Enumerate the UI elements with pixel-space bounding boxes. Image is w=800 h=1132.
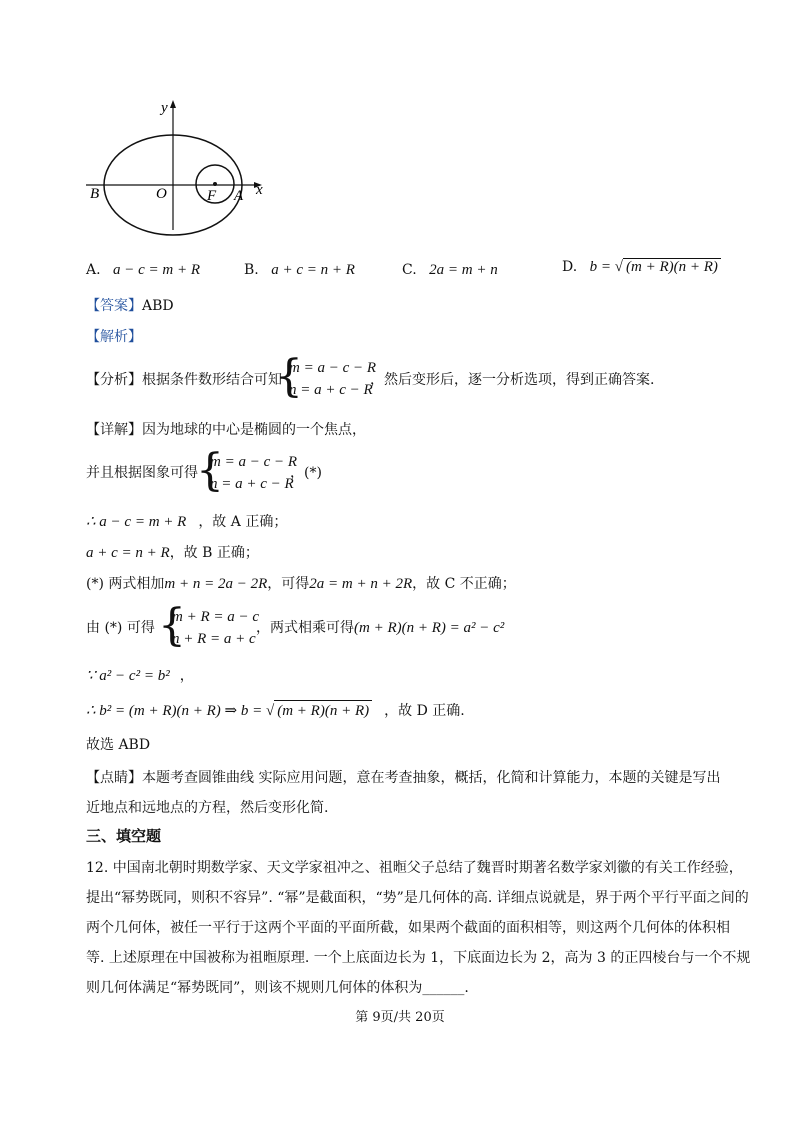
step3-line <box>86 543 259 563</box>
label-A: A <box>234 188 244 204</box>
step7-radicand: (m + R)(n + R) <box>274 700 372 721</box>
option-d: D. b = √ (m + R)(n + R) <box>562 258 721 276</box>
step4-expr1: m + n = 2a − 2R <box>164 576 268 592</box>
step5-eq1: m + R = a − c <box>172 609 260 625</box>
step5-before: 由 (*) 可得 <box>86 620 155 636</box>
option-a-expr: a − c = m + R <box>113 262 201 278</box>
step2-expr: ∴ a − c = m + R <box>86 514 187 530</box>
option-c: C. 2a = m + n <box>402 262 498 278</box>
xiangjie-text: 因为地球的中心是椭圆的一个焦点， <box>142 422 366 438</box>
option-d-lhs: b = <box>589 259 615 275</box>
q12-line2: 提出“幂势既同，则积不容异”. “幂”是截面积，“势”是几何体的高. 详细点说就是，界于两个平行平面之间的 <box>86 890 749 906</box>
analysis-tag-line <box>86 327 142 347</box>
q12-line1: 12. 中国南北朝时期数学家、天文学家祖冲之、祖暅父子总结了魏晋时期著名数学家刘徽的有关工作经验， <box>86 860 743 876</box>
dianjing-line2: 近地点和远地点的方程，然后变形化简. <box>86 800 329 816</box>
label-y: y <box>161 100 168 116</box>
step6-text: ， <box>179 668 194 684</box>
fenxi-system <box>289 357 376 401</box>
answer-tag: 【答案】 <box>86 298 142 314</box>
page-footer: 第 9页/共 20页 <box>355 1010 445 1025</box>
answer-line <box>86 296 174 316</box>
dianjing-tag: 【点睛】 <box>86 770 142 786</box>
q12-line5: 则几何体满足“幂势既同”，则该不规则几何体的体积为______. <box>86 980 469 996</box>
fenxi-tag: 【分析】 <box>86 372 142 388</box>
step3-expr: a + c = n + R <box>86 545 170 561</box>
step4-mid: ，可得 <box>267 576 310 592</box>
label-O: O <box>156 186 167 202</box>
xiangjie-tag: 【详解】 <box>86 422 142 438</box>
dianjing-line1 <box>86 768 720 788</box>
fenxi-before: 根据条件数形结合可知 <box>142 372 282 388</box>
step3-text: ，故 B 正确； <box>169 545 259 561</box>
step6-line <box>86 666 194 686</box>
step5-system <box>172 606 259 650</box>
step7-text: ，故 D 正确. <box>384 703 465 719</box>
step4-text: ，故 C 不正确； <box>412 576 516 592</box>
label-x: x <box>256 182 263 198</box>
dianjing-text1: 本题考查圆锥曲线 实际应用问题，意在考查抽象，概括，化简和计算能力，本题的关键是写出 <box>142 770 721 786</box>
q12-line4: 等. 上述原理在中国被称为祖暅原理. 一个上底面边长为 1，下底面边长为 2，高为 3 的正四棱台与一个不规 <box>86 950 751 966</box>
step4-expr2: 2a = m + n + 2R <box>309 576 413 592</box>
fenxi-line <box>86 370 282 390</box>
step7-expr1: ∴ b² = (m + R)(n + R) ⇒ b = <box>86 703 266 719</box>
option-b-expr: a + c = n + R <box>271 262 355 278</box>
step1-after: ，(*) <box>290 465 322 481</box>
step1-eq1: m = a − c − R <box>210 454 298 470</box>
y-axis-arrow <box>170 100 176 108</box>
step1-system <box>210 451 297 495</box>
option-c-expr: 2a = m + n <box>429 262 498 278</box>
section-title: 三、填空题 <box>86 827 162 845</box>
step5-eq2: n + R = a + c <box>172 631 256 647</box>
option-b: B. a + c = n + R <box>244 262 355 278</box>
focus-point <box>213 182 217 186</box>
q12-line3: 两个几何体，被任一平行于这两个平面的平面所截，如果两个截面的面积相等，则这两个几何体的体积相 <box>86 920 730 936</box>
fenxi-eq1: m = a − c − R <box>289 360 377 376</box>
step4-line <box>86 574 516 594</box>
conclusion: 故选 ABD <box>86 737 151 753</box>
step5-brace: { <box>158 600 186 651</box>
step7-line: ∴ b² = (m + R)(n + R) ⇒ b = √ (m + R)(n + R) ，故 D 正确. <box>86 700 465 721</box>
label-B: B <box>90 186 100 202</box>
step1-eq2: n = a + c − R <box>210 476 294 492</box>
step6-expr: ∵ a² − c² = b² <box>86 668 170 684</box>
step2-text: ，故 A 正确； <box>198 514 288 530</box>
step5-expr: (m + R)(n + R) = a² − c² <box>354 620 505 636</box>
step1-brace: { <box>196 445 224 496</box>
fenxi-brace: { <box>275 351 303 402</box>
fenxi-after: ，然后变形后，逐一分析选项，得到正确答案. <box>370 372 655 388</box>
option-d-radicand: (m + R)(n + R) <box>623 258 721 276</box>
step1-before: 并且根据图象可得 <box>86 465 198 481</box>
step2-line <box>86 512 287 532</box>
step5-mid: ，两式相乘可得 <box>256 620 354 636</box>
step4-prefix: (*) 两式相加 <box>86 576 165 592</box>
option-a: A. a − c = m + R <box>86 262 201 278</box>
label-F: F <box>207 188 217 204</box>
fenxi-eq2: n = a + c − R <box>289 382 373 398</box>
ellipse-figure <box>86 96 276 236</box>
analysis-tag: 【解析】 <box>86 329 142 345</box>
xiangjie-line <box>86 420 366 440</box>
step5-right <box>256 618 504 638</box>
answer-value: ABD <box>142 298 174 314</box>
